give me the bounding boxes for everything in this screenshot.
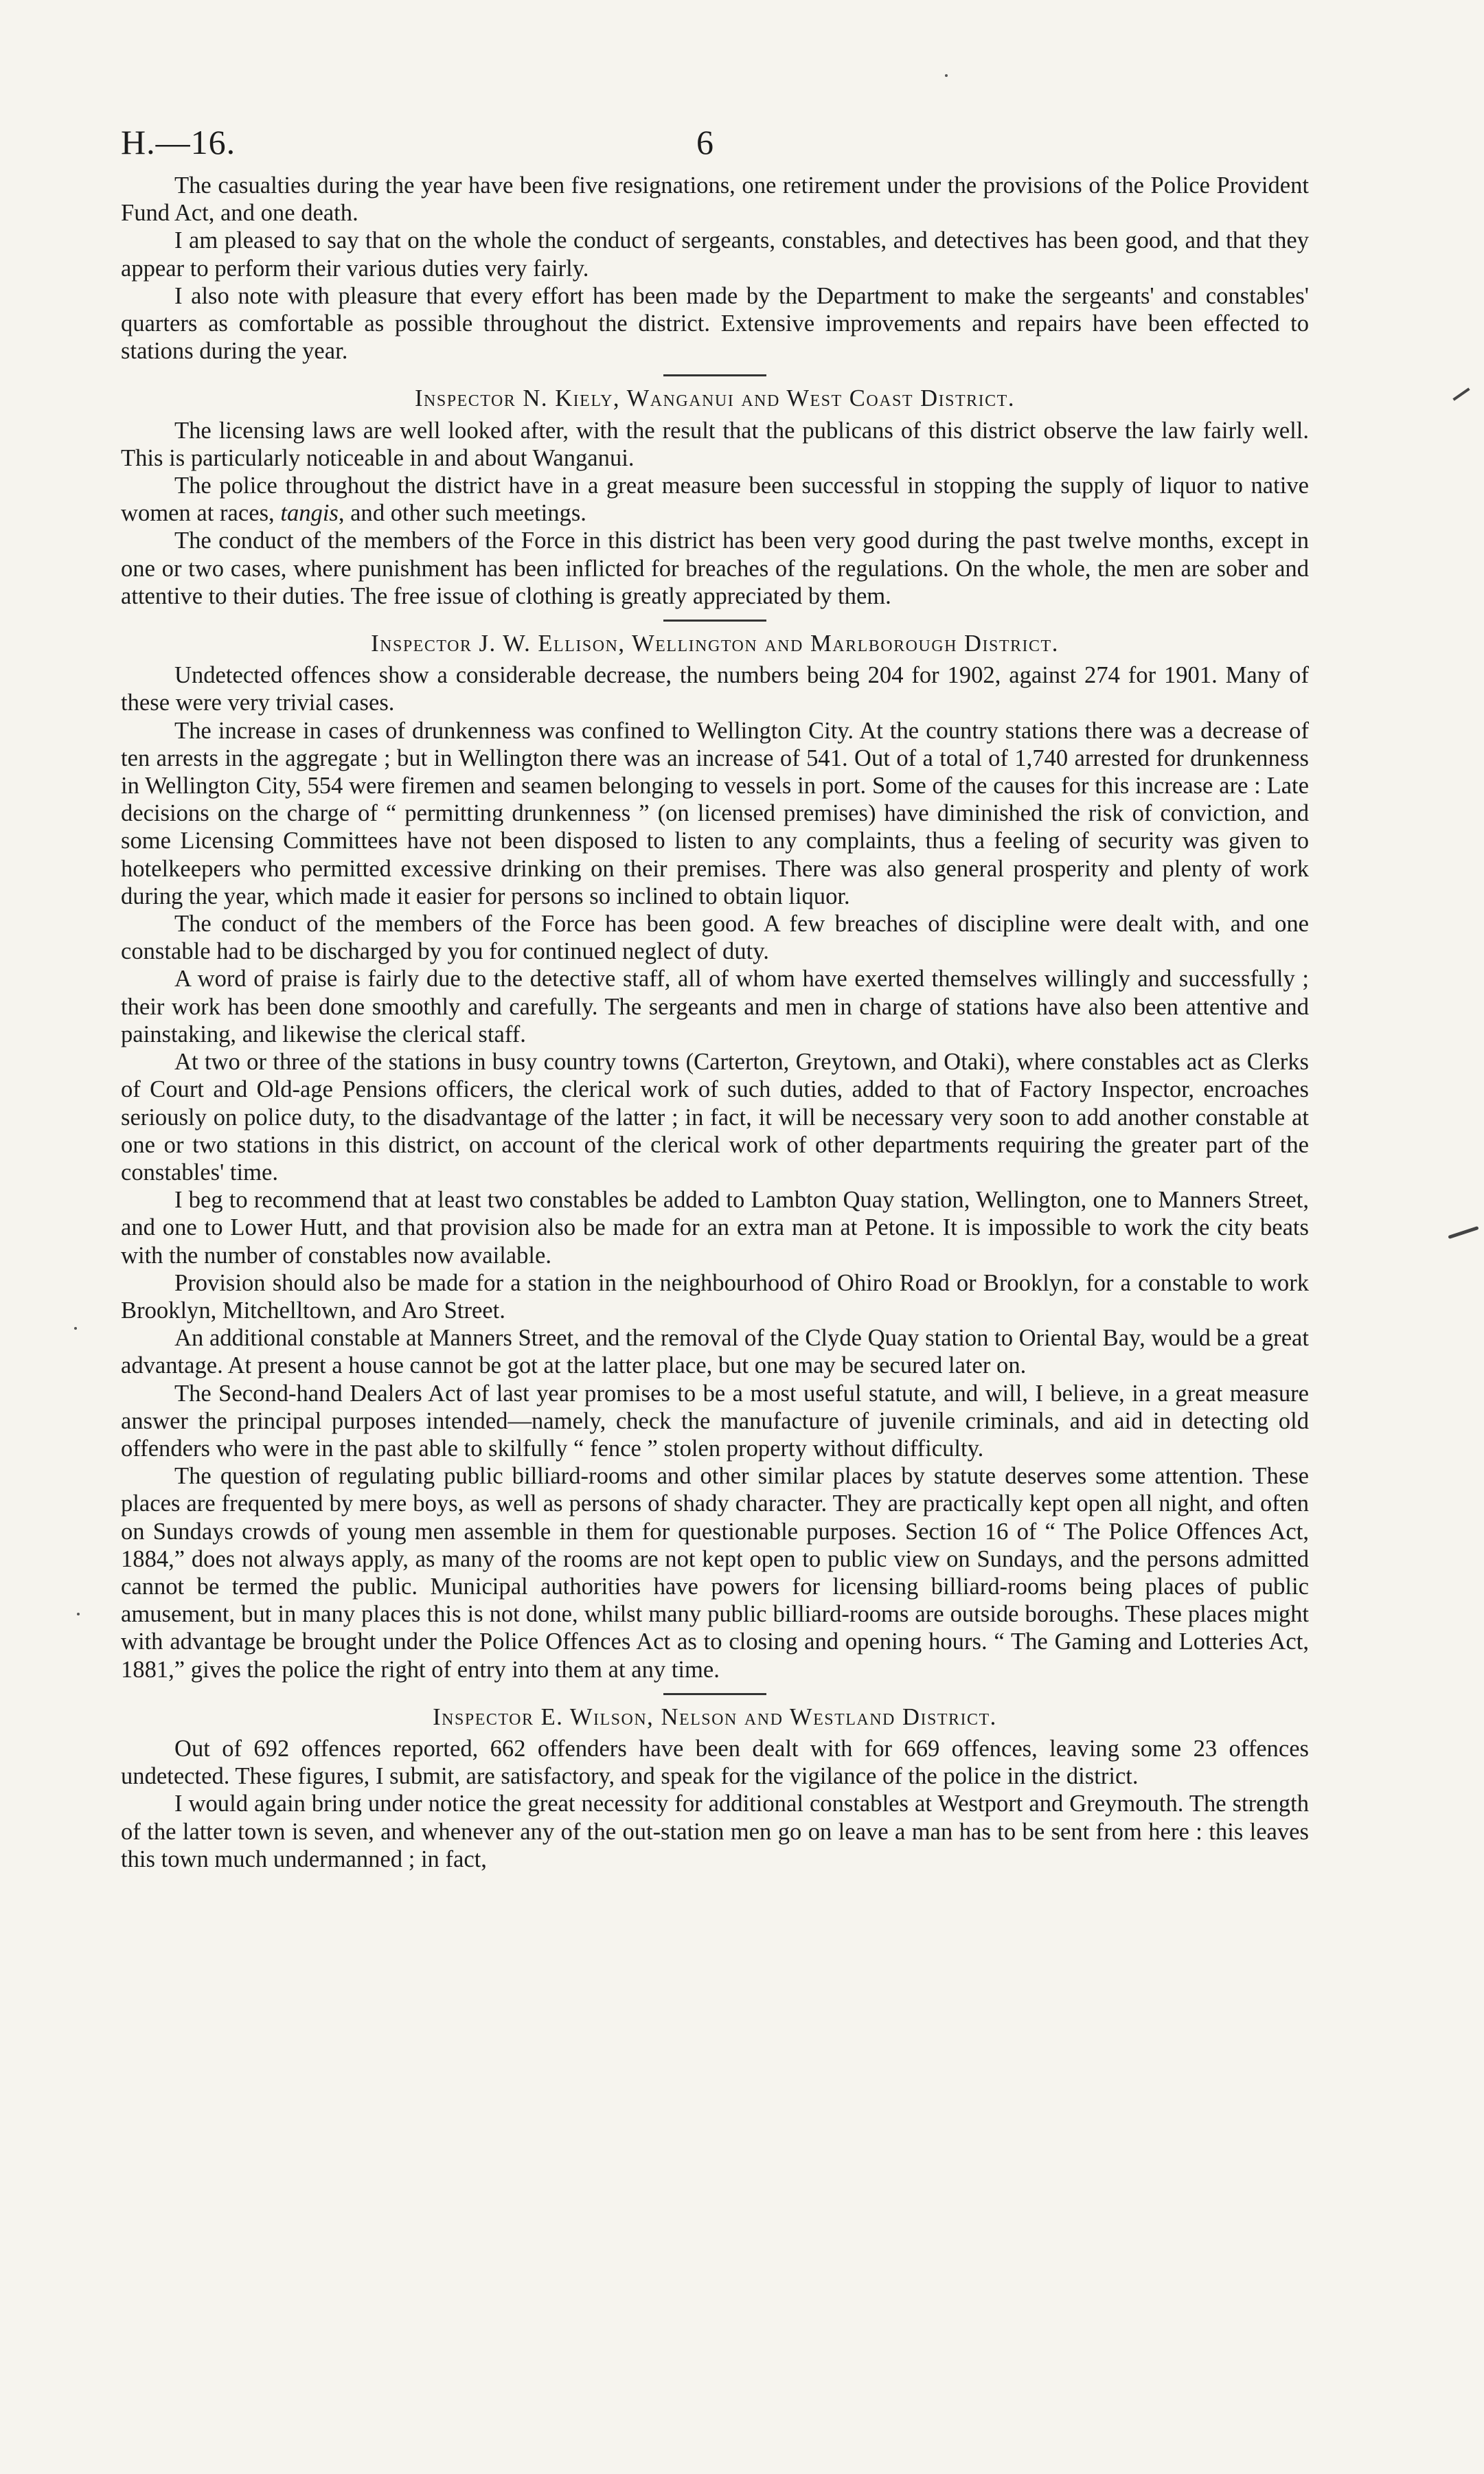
paragraph: I would again bring under notice the great necessity for additional constables at Westport and Greymouth. The strength of the latter town is seven, and whenever any of the out-station men go on leave a man has to be sent from here : this leaves this town much undermanned ; in fact, (121, 1791, 1309, 1872)
paragraph: I am pleased to say that on the whole the conduct of sergeants, constables, and detectives has been good, and that they appear to perform their various duties very fairly. (121, 227, 1309, 282)
paragraph: The increase in cases of drunkenness was confined to Wellington City. At the country stations there was a decrease of ten arrests in the aggregate ; but in Wellington there was an increase of 541. Out of a total of 1,740 arrested for drunkenness in Wellington City, 554 were firemen and seamen belonging to vessels in port. Some of the causes for this increase are : Late decisions on the charge of “ permitting drunkenness ” (on licensed premises) have diminished the risk of conviction, and some Licensing Committees have not been disposed to listen to any complaints, thus a feeling of security was given to hotelkeepers who permitted excessive drinking on their premises. There was also general prosperity and plenty of work during the year, which made it easier for persons so inclined to obtain liquor. (121, 717, 1309, 909)
speck (77, 1613, 80, 1615)
paragraph: A word of praise is fairly due to the detective staff, all of whom have exerted themselves willingly and successfully ; their work has been done smoothly and carefully. The sergeants and men in charge of stations have also been attentive and painstaking, and likewise the clerical staff. (121, 966, 1309, 1047)
paragraph: The casualties during the year have been five resignations, one retirement under the provisions of the Police Provident Fund Act, and one death. (121, 172, 1309, 227)
document-body (121, 172, 1309, 1873)
section-heading: Inspector N. Kiely, Wanganui and West Coast District. (415, 385, 1015, 412)
paragraph: Undetected offences show a considerable decrease, the numbers being 204 for 1902, against 274 for 1901. Many of these were very trivial cases. (121, 662, 1309, 716)
page-content (121, 110, 1309, 1873)
paragraph: I also note with pleasure that every effort has been made by the Department to make the sergeants' and constables' quarters as comfortable as possible throughout the district. Extensive improvements and repairs have been effected to stations during the year. (121, 282, 1309, 365)
document-reference: H.—16. (121, 123, 236, 161)
section-divider (663, 374, 766, 376)
speck (74, 1327, 77, 1330)
paragraph: The conduct of the members of the Force in this district has been very good during the past twelve months, except in one or two cases, where punishment has been inflicted for breaches of the regulations. On the whole, the men are sober and attentive to their duties. The free issue of clothing is greatly appreciated by them. (121, 527, 1309, 609)
paragraph: At two or three of the stations in busy country towns (Carterton, Greytown, and Otaki), where constables act as Clerks of Court and Old-age Pensions officers, the clerical work of such duties, added to that of Factory Inspector, encroaches seriously on police duty, to the disadvantage of the latter ; in fact, it will be necessary very soon to add another constable at one or two stations in this district, on account of the clerical work of other departments requiring the greater part of the constables' time. (121, 1049, 1309, 1185)
section-kiely (121, 385, 1309, 610)
section-ellison (121, 630, 1309, 1683)
section-heading: Inspector E. Wilson, Nelson and Westland District. (433, 1703, 997, 1730)
paragraph: The question of regulating public billiard-rooms and other similar places by statute deserves some attention. These places are frequented by mere boys, as well as persons of shady character. They are practically kept open all night, and often on Sundays crowds of young men assemble in them for questionable purposes. Section 16 of “ The Police Offences Act, 1884,” does not always apply, as many of the rooms are not kept open to public view on Sundays, and the persons admitted cannot be termed the public. Municipal authorities have powers for licensing billiard-rooms being places of public amusement, but in many places this is not done, whilst many public billiard-rooms are outside boroughs. These places might with advantage be brought under the Police Offences Act as to closing and opening hours. “ The Gaming and Lotteries Act, 1881,” gives the police the right of entry into them at any time. (121, 1463, 1309, 1683)
section-divider (663, 1693, 766, 1695)
section-intro (121, 172, 1309, 365)
section-heading: Inspector J. W. Ellison, Wellington and Marlborough District. (371, 631, 1059, 657)
paragraph: Provision should also be made for a station in the neighbourhood of Ohiro Road or Brooklyn, for a constable to work Brooklyn, Mitchelltown, and Aro Street. (121, 1269, 1309, 1324)
paragraph: The conduct of the members of the Force has been good. A few breaches of discipline were dealt with, and one constable had to be discharged by you for continued neglect of duty. (121, 911, 1309, 965)
margin-pencil-mark (1452, 387, 1470, 400)
margin-pencil-mark (1448, 1226, 1479, 1239)
paragraph: An additional constable at Manners Street, and the removal of the Clyde Quay station to Oriental Bay, would be a great advantage. At present a house cannot be got at the latter place, but one may be secured later on. (121, 1325, 1309, 1379)
paragraph: Out of 692 offences reported, 662 offenders have been dealt with for 669 offences, leaving some 23 offences undetected. These figures, I submit, are satisfactory, and speak for the vigilance of the police in the district. (121, 1735, 1309, 1790)
page-number: 6 (696, 123, 714, 161)
section-divider (663, 620, 766, 622)
paragraph: The police throughout the district have in a great measure been successful in stopping the supply of liquor to native women at races, tangis, and other such meetings. (121, 473, 1309, 527)
paragraph: I beg to recommend that at least two constables be added to Lambton Quay station, Wellington, one to Manners Street, and one to Lower Hutt, and that provision also be made for an extra man at Petone. It is impossible to work the city beats with the number of constables now available. (121, 1187, 1309, 1269)
paragraph: The licensing laws are well looked after, with the result that the publicans of this district observe the law fairly well. This is particularly noticeable in and about Wanganui. (121, 417, 1309, 471)
paragraph: The Second-hand Dealers Act of last year promises to be a most useful statute, and will, I believe, in a great measure answer the principal purposes intended—namely, check the manufacture of juvenile criminals, and aid in detecting old offenders who were in the past able to skilfully “ fence ” stolen property without difficulty. (121, 1380, 1309, 1462)
section-wilson (121, 1703, 1309, 1873)
speck (945, 74, 948, 77)
page-header (121, 110, 1309, 172)
